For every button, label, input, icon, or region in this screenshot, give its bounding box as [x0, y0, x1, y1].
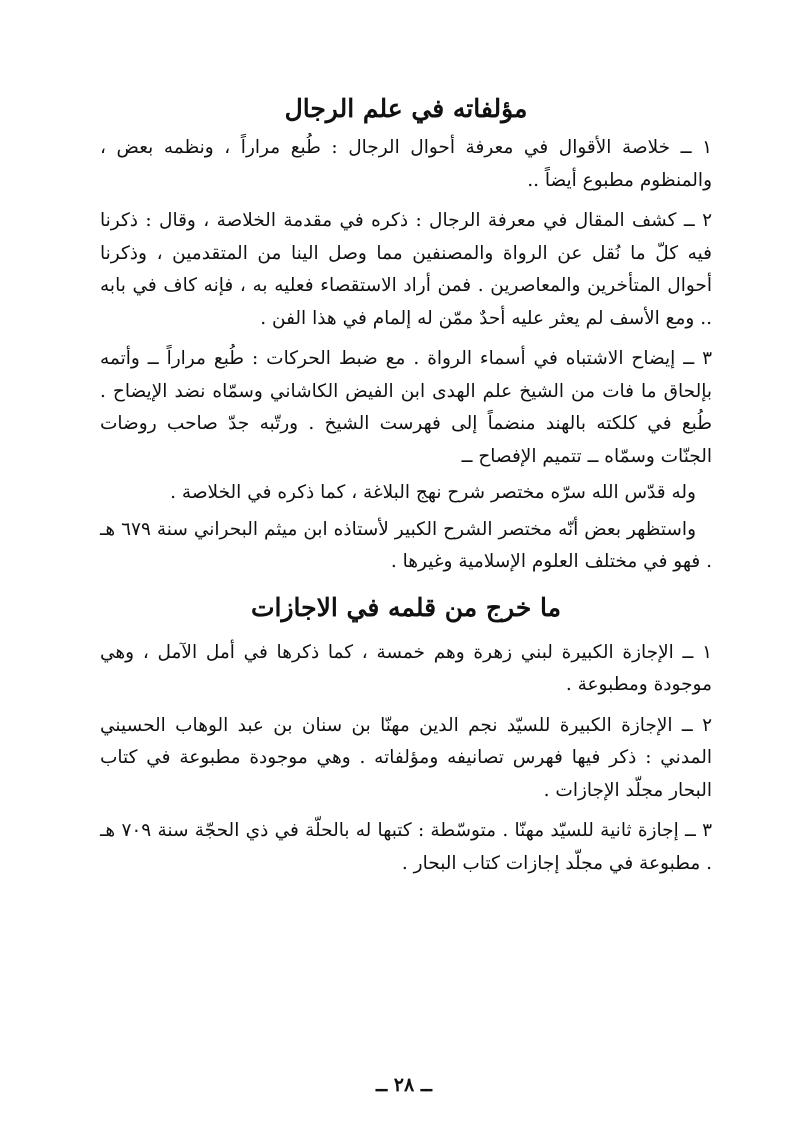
paragraph-item-3: ٣ ــ إيضاح الاشتباه في أسماء الرواة . مع ضبط الحركات : طُبع مراراً ــ وأتمه بإلحاق ما فات من الشيخ علم الهدى ابن الفيض الكاشاني وسمّاه نضد الإيضاح . طُبع في كلكته بالهند منضماً إلى فهرست الشيخ . ورتّبه جدّ صاحب روضات الجنّات وسمّاه ــ تتميم الإفصاح ــ [100, 348, 712, 467]
section-title-ijazat: ما خرج من قلمه في الاجازات [250, 592, 562, 622]
paragraph-ijaza-2: ٢ ــ الإجازة الكبيرة للسيّد نجم الدين مهنّا بن سنان بن عبد الوهاب الحسيني المدني : ذكر فيها فهرس تصانيفه ومؤلفاته . وهي موجودة مطبوعة في كتاب البحار مجلّد الإجازات . [100, 714, 712, 801]
paragraph-nahj-summary: وله قدّس الله سرّه مختصر شرح نهج البلاغة ، كما ذكره في الخلاصة . [170, 482, 696, 503]
paragraph-item-1: ١ ــ خلاصة الأقوال في معرفة أحوال الرجال : طُبع مراراً ، ونظمه بعض ، والمنظوم مطبوع أيضاً .. [100, 137, 712, 191]
document-page [100, 88, 712, 888]
paragraph-item-2: ٢ ــ كشف المقال في معرفة الرجال : ذكره في مقدمة الخلاصة ، وقال : ذكرنا فيه كلّ ما نُقل عن الرواة والمصنفين مما وصل الينا من المتقدمين ، وذكرنا أحوال المتأخرين والمعاصرين . فمن أراد الاستقصاء فعليه به ، فإنه كاف في بابه .. ومع الأسف لم يعثر عليه أحدٌ ممّن له إلمام في هذا الفن . [100, 210, 712, 329]
paragraph-maitham-note: واستظهر بعض أنّه مختصر الشرح الكبير لأستاذه ابن ميثم البحراني سنة ٦٧٩ هـ . فهو في مختلف العلوم الإسلامية وغيرها . [100, 518, 712, 572]
paragraph-ijaza-1: ١ ــ الإجازة الكبيرة لبني زهرة وهم خمسة ، كما ذكرها في أمل الآمل ، وهي موجودة ومطبوعة . [100, 641, 712, 695]
paragraph-ijaza-3: ٣ ــ إجازة ثانية للسيّد مهنّا . متوسّطة : كتبها له بالحلّة في ذي الحجّة سنة ٧٠٩ هـ . مطبوعة في مجلّد إجازات كتاب البحار . [100, 820, 712, 874]
page-number: ــ ٢٨ ــ [376, 1074, 432, 1096]
section-title-rijal-works: مؤلفاته في علم الرجال [284, 94, 528, 123]
